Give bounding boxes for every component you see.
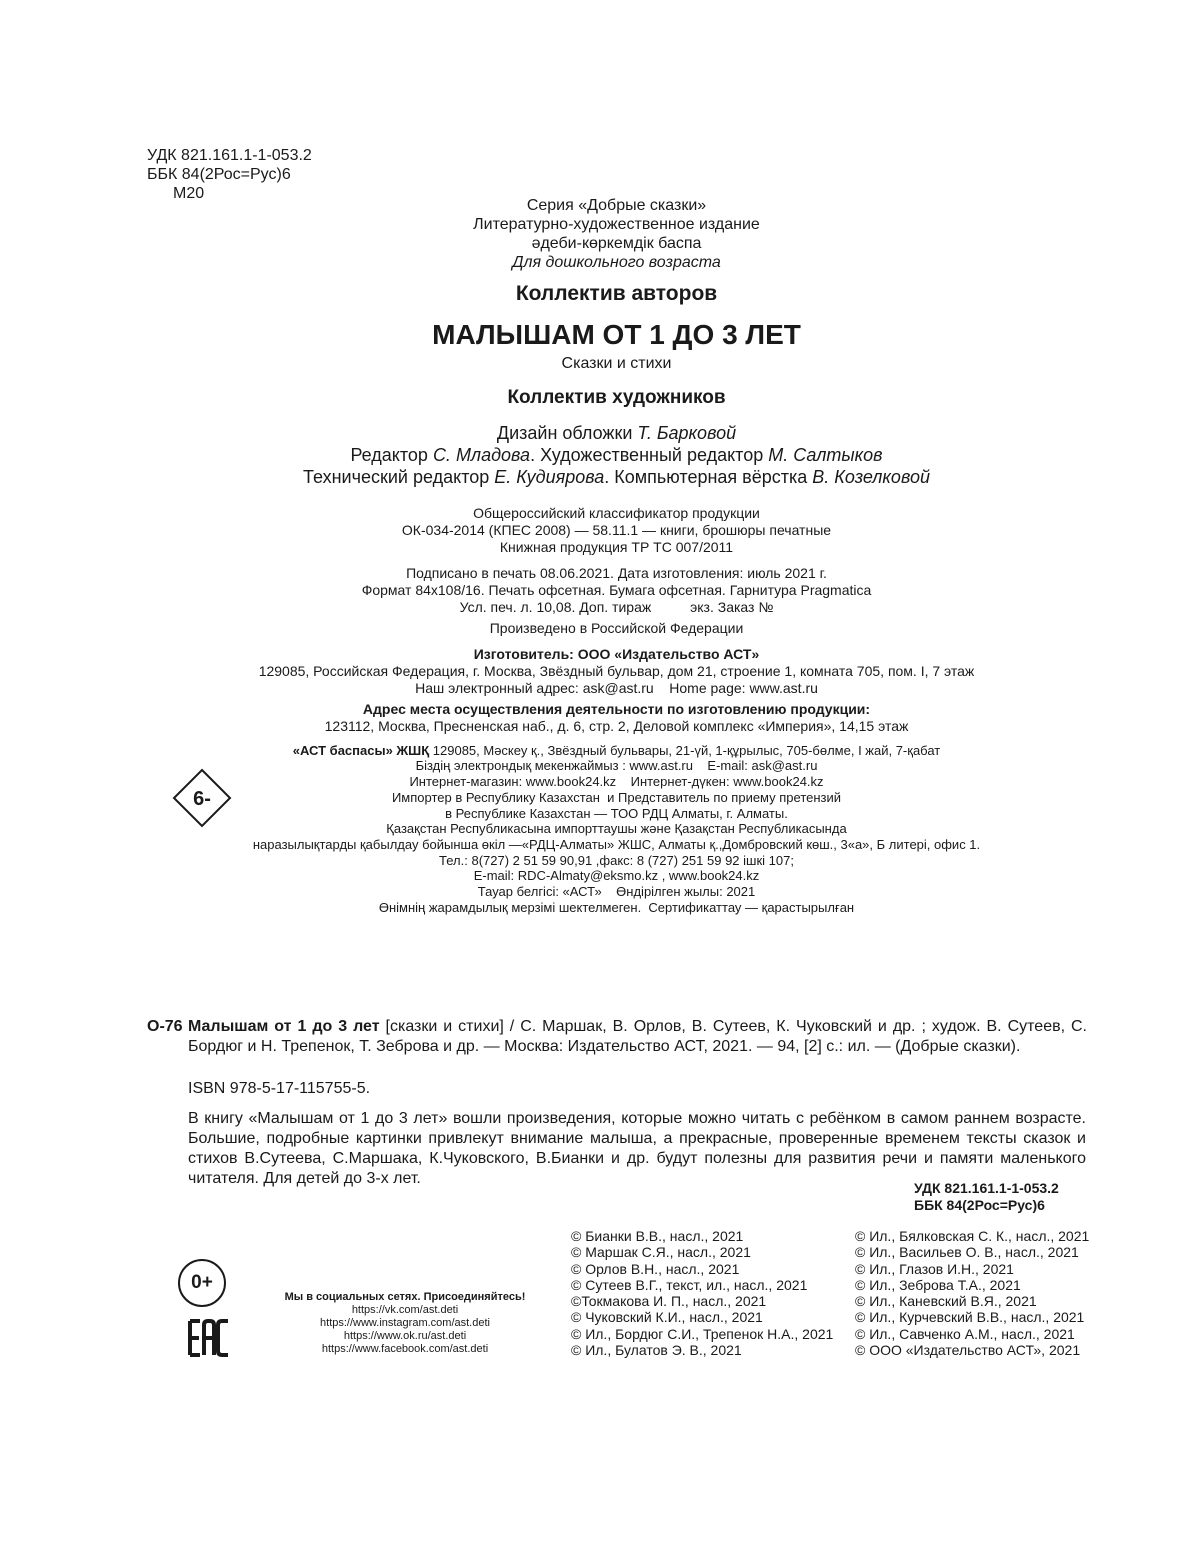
social-link-instagram[interactable]: https://www.instagram.com/ast.deti <box>320 1317 490 1329</box>
copyright-item: © Орлов В.Н., насл., 2021 <box>571 1260 740 1277</box>
edition-type-kz: әдеби-көркемдік баспа <box>531 235 702 252</box>
kz-line: Өнімнің жарамдылық мерзімі шектелмеген. Сертификаттау — қарастырылған <box>378 900 855 915</box>
copyright-item: © Ил., Зеброва Т.А., 2021 <box>855 1276 1021 1293</box>
copyright-item: © Ил., Васильев О. В., насл., 2021 <box>855 1244 1079 1261</box>
subtitle: Сказки и стихи <box>561 355 672 372</box>
editor-credit: Редактор С. Младова. Художественный редактор М. Салтыков <box>350 445 883 465</box>
copyright-item: © Ил., Каневский В.Я., 2021 <box>855 1293 1037 1310</box>
kz-line: Тел.: 8(727) 2 51 59 90,91 ,факс: 8 (727) 251 59 92 ішкі 107; <box>439 853 794 868</box>
age-audience: Для дошкольного возраста <box>512 254 721 271</box>
social-link-ok[interactable]: https://www.ok.ru/ast.deti <box>343 1330 467 1342</box>
classifier-line: Общероссийский классификатор продукции <box>473 505 760 521</box>
social-title: Мы в социальных сетях. Присоединяйтесь! <box>284 1291 526 1303</box>
kz-line: Импортер в Республику Казахстан и Представитель по приему претензий <box>391 790 842 805</box>
classifier-line: Книжная продукция ТР ТС 007/2011 <box>499 539 734 555</box>
author-sign: О-76 <box>147 1018 183 1035</box>
activity-address: 123112, Москва, Пресненская наб., д. 6, стр. 2, Деловой комплекс «Империя», 14,15 этаж <box>324 718 909 734</box>
social-links-block <box>250 1291 560 1356</box>
annotation: В книгу «Малышам от 1 до 3 лет» вошли произведения, которые можно читать с ребёнком в самом раннем возрасте. Большие, подробные картинки привлекут внимание малыша, а прекрасные, проверенные временем тексты сказок и стихов В.Сутеева, С.Маршака, К.Чуковского, В.Бианки и др. будут полезны для развития речи и памяти маленького читателя. Для детей до 3-х лет. <box>188 1110 1086 1187</box>
age-rating-text: 6- <box>193 788 211 810</box>
series-name: Серия «Добрые сказки» <box>526 197 707 214</box>
copyright-item: © ООО «Издательство АСТ», 2021 <box>855 1342 1081 1359</box>
bbk-code: ББК 84(2Рос=Рус)6 <box>147 166 291 183</box>
kz-line: Тауар белгісі: «АСТ» Өндірілген жылы: 2021 <box>477 884 756 899</box>
activity-address-title: Адрес места осуществления деятельности по изготовлению продукции: <box>362 701 871 717</box>
eac-mark-icon <box>188 1317 230 1359</box>
udk-block-bottom <box>914 1180 1059 1214</box>
edition-type: Литературно-художественное издание <box>473 216 760 233</box>
manufacturer-address: 129085, Российская Федерация, г. Москва, Звёздный бульвар, дом 21, строение 1, комната 705, пом. I, 7 этаж <box>258 663 975 679</box>
bbk-code: ББК 84(2Рос=Рус)6 <box>914 1197 1045 1213</box>
manufacturer-contacts: Наш электронный адрес: ask@ast.ru Home page: www.ast.ru <box>415 680 818 696</box>
copyright-item: © Ил., Бордюг С.И., Трепенок Н.А., 2021 <box>571 1325 834 1342</box>
print-info-line: Усл. печ. л. 10,08. Доп. тираж экз. Заказ № <box>459 599 774 615</box>
copyright-item: © Ил., Бялковская С. К., насл., 2021 <box>855 1228 1090 1244</box>
kz-line: наразылықтарды қабылдау бойынша өкіл —«РДЦ-Алматы» ЖШС, Алматы қ.,Домбровский көш., 3«а», Б литері, офис 1. <box>252 837 981 852</box>
copyright-list-left <box>571 1228 833 1358</box>
copyright-item: © Ил., Глазов И.Н., 2021 <box>855 1260 1014 1277</box>
tech-editor-credit: Технический редактор Е. Кудиярова. Компьютерная вёрстка В. Козелковой <box>303 467 930 487</box>
age-rating-0-badge: 0+ <box>178 1259 226 1307</box>
copyright-item: © Маршак С.Я., насл., 2021 <box>571 1244 751 1261</box>
kz-line: в Республике Казахстан — ТОО РДЦ Алматы, г. Алматы. <box>445 806 788 821</box>
page-title: МАЛЫШАМ ОТ 1 ДО 3 ЛЕТ <box>432 319 801 350</box>
udk-code: УДК 821.161.1-1-053.2 <box>914 1180 1059 1196</box>
print-info-line: Формат 84х108/16. Печать офсетная. Бумага офсетная. Гарнитура Pragmatica <box>361 582 872 598</box>
copyright-item: © Сутеев В.Г., текст, ил., насл., 2021 <box>571 1276 808 1293</box>
copyright-item: © Ил., Булатов Э. В., 2021 <box>571 1342 742 1359</box>
udk-block-top <box>147 146 312 203</box>
author-mark: М20 <box>173 185 205 202</box>
kz-line: Интернет-магазин: www.book24.kz Интернет-дүкен: www.book24.kz <box>409 774 824 789</box>
social-link-facebook[interactable]: https://www.facebook.com/ast.deti <box>321 1343 489 1355</box>
produced-in: Произведено в Российской Федерации <box>489 620 744 636</box>
copyright-item: © Ил., Курчевский В.В., насл., 2021 <box>855 1309 1085 1326</box>
classifier-line: ОК-034-2014 (КПЕС 2008) — 58.11.1 — книги, брошюры печатные <box>401 522 832 538</box>
bibliographic-description: Малышам от 1 до 3 лет [сказки и стихи] / С. Маршак, В. Орлов, В. Сутеев, К. Чуковский и др. ; худож. В. Сутеев, С. Бордюг и Н. Трепенок, Т. Зеброва и др. — Москва: Издательство АСТ, 2021. — 94, [2] с.: ил. — (Добрые сказки). <box>188 1018 1087 1055</box>
authors: Коллектив авторов <box>515 282 718 305</box>
book-title-bold: Малышам от 1 до 3 лет <box>188 1018 380 1035</box>
bibliographic-record <box>147 1017 1087 1057</box>
copyright-item: © Чуковский К.И., насл., 2021 <box>571 1309 763 1326</box>
udk-code: УДК 821.161.1-1-053.2 <box>147 147 312 164</box>
isbn: ISBN 978-5-17-115755-5. <box>188 1080 371 1097</box>
illustrators: Коллектив художников <box>507 387 726 408</box>
kz-line: E-mail: RDC-Almaty@eksmo.kz , www.book24.kz <box>473 868 760 883</box>
copyright-list-right <box>855 1228 1089 1358</box>
copyright-item: © Бианки В.В., насл., 2021 <box>571 1228 744 1244</box>
social-link-vk[interactable]: https://vk.com/ast.deti <box>351 1304 459 1316</box>
age-rating-badge <box>172 768 232 828</box>
kz-line: Біздің электрондық мекенжаймыз : www.ast.ru E-mail: ask@ast.ru <box>415 758 818 773</box>
print-info-line: Подписано в печать 08.06.2021. Дата изготовления: июль 2021 г. <box>406 565 827 581</box>
kz-publisher-line: «АСТ баспасы» ЖШҚ 129085, Мәскеу қ., Звёздный бульвары, 21-үй, 1-құрылыс, 705-бөлме, I жай, 7-қабат <box>292 743 941 758</box>
diamond-icon <box>172 768 232 828</box>
copyright-item: © Ил., Савченко А.М., насл., 2021 <box>855 1325 1075 1342</box>
manufacturer-title: Изготовитель: ООО «Издательство АСТ» <box>473 646 760 662</box>
copyright-item: ©Токмакова И. П., насл., 2021 <box>571 1293 767 1310</box>
kz-line: Қазақстан Республикасына импорттаушы және Қазақстан Республикасында <box>386 821 847 836</box>
cover-design-credit: Дизайн обложки Т. Барковой <box>496 423 737 443</box>
